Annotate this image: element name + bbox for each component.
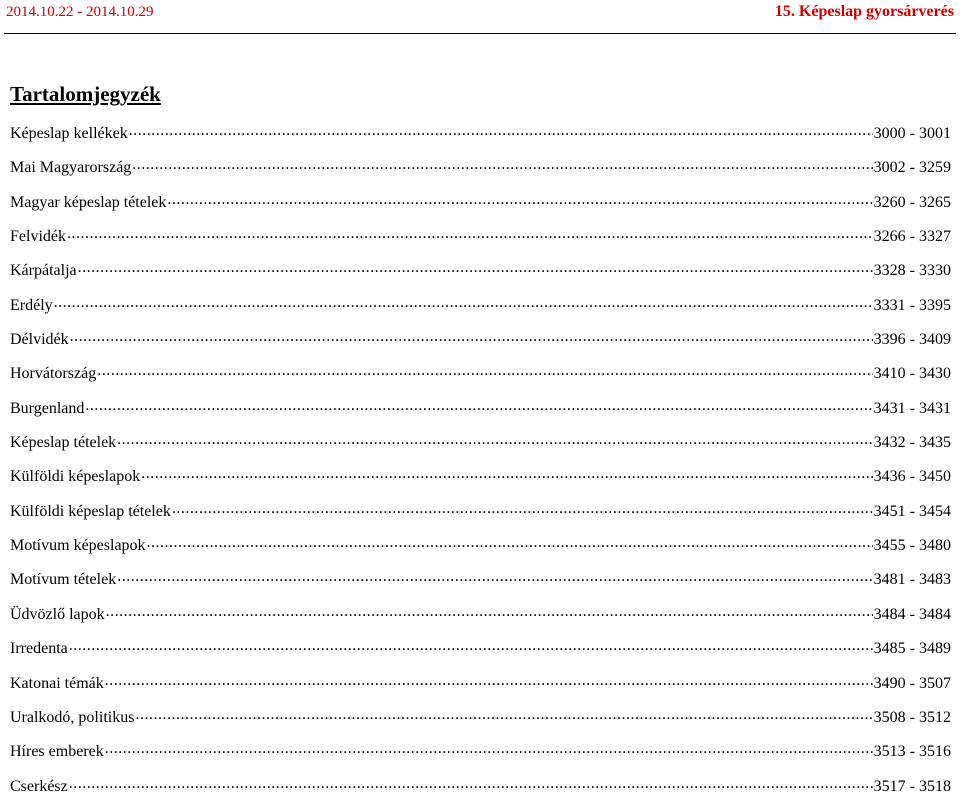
toc-entry-range[interactable]: 3490 - 3507 [873,674,951,692]
toc-entry-label[interactable]: Katonai témák [10,674,104,692]
toc-entry-label[interactable]: Horvátország [10,365,97,383]
toc-entry-label[interactable]: Motívum képeslapok [10,537,146,555]
toc-entry-range[interactable]: 3260 - 3265 [873,193,951,211]
dot-leader [105,668,873,688]
toc-entry[interactable] [10,427,951,461]
toc-entry[interactable] [10,255,951,289]
dot-leader [167,187,872,207]
dot-leader [106,599,873,619]
dot-leader [105,736,873,756]
toc-entry-range[interactable]: 3431 - 3431 [873,399,951,417]
auction-date-range: 2014.10.22 - 2014.10.29 [6,4,154,20]
toc-entry-range[interactable]: 3481 - 3483 [873,571,951,589]
toc-entry-range[interactable]: 3455 - 3480 [873,537,951,555]
toc-entry-label[interactable]: Mai Magyarország [10,159,132,177]
toc-entry[interactable] [10,633,951,667]
toc-entry-label[interactable]: Híres emberek [10,743,104,761]
dot-leader [70,324,873,344]
toc-entry[interactable] [10,530,951,564]
toc-entry-range[interactable]: 3432 - 3435 [873,434,951,452]
toc-entry-range[interactable]: 3485 - 3489 [873,640,951,658]
toc-entry[interactable] [10,393,951,427]
toc-entry-range[interactable]: 3328 - 3330 [873,262,951,280]
toc-entry-label[interactable]: Burgenland [10,399,85,417]
toc-entry[interactable] [10,221,951,255]
toc-entry[interactable] [10,358,951,392]
dot-leader [132,152,872,172]
dot-leader [147,530,873,550]
dot-leader [85,393,872,413]
toc-entry-range[interactable]: 3331 - 3395 [873,296,951,314]
toc-entry-range[interactable]: 3484 - 3484 [873,605,951,623]
toc-entry[interactable] [10,564,951,598]
toc-entry-range[interactable]: 3508 - 3512 [873,708,951,726]
dot-leader [172,496,873,516]
toc-entry-range[interactable]: 3396 - 3409 [873,331,951,349]
toc-entry[interactable] [10,118,951,152]
toc-entry-label[interactable]: Cserkész [10,777,68,795]
dot-leader [69,633,873,653]
toc-entry-label[interactable]: Kárpátalja [10,262,77,280]
dot-leader [117,427,873,447]
toc-entry-range[interactable]: 3451 - 3454 [873,502,951,520]
toc-entry[interactable] [10,599,951,633]
toc-entry[interactable] [10,496,951,530]
header-divider [4,33,956,34]
toc-entry[interactable] [10,461,951,495]
toc-entry[interactable] [10,152,951,186]
toc-entry-range[interactable]: 3410 - 3430 [873,365,951,383]
toc-entry-range[interactable]: 3002 - 3259 [873,159,951,177]
toc-entry[interactable] [10,771,951,805]
toc-entry-range[interactable]: 3266 - 3327 [873,228,951,246]
dot-leader [54,290,873,310]
toc-entry-range[interactable]: 3513 - 3516 [873,743,951,761]
dot-leader [141,461,872,481]
auction-title: 15. Képeslap gyorsárverés [774,3,954,20]
toc-entry[interactable] [10,324,951,358]
toc-entry-label[interactable]: Külföldi képeslap tételek [10,502,171,520]
dot-leader [78,255,873,275]
toc-heading: Tartalomjegyzék [10,82,161,106]
toc-entry-label[interactable]: Uralkodó, politikus [10,708,135,726]
toc-entry[interactable] [10,736,951,770]
toc-entry-range[interactable]: 3000 - 3001 [873,125,951,142]
page-header [0,0,960,36]
dot-leader [67,221,873,241]
toc-entry[interactable] [10,702,951,736]
toc-entry[interactable] [10,668,951,702]
dot-leader [135,702,872,722]
toc-entry-label[interactable]: Üdvözlő lapok [10,605,105,623]
toc-entry-label[interactable]: Erdély [10,296,53,314]
dot-leader [117,564,872,584]
toc-entry-range[interactable]: 3436 - 3450 [873,468,951,486]
toc-entry[interactable] [10,187,951,221]
toc-entry-label[interactable]: Motívum tételek [10,571,117,589]
dot-leader [129,118,873,138]
toc-entry-range[interactable]: 3517 - 3518 [873,777,951,795]
toc-entry-label[interactable]: Magyar képeslap tételek [10,193,167,211]
toc-entry-label[interactable]: Képeslap tételek [10,434,117,452]
toc-entry-label[interactable]: Irredenta [10,640,68,658]
toc-entry-label[interactable]: Felvidék [10,228,66,246]
toc-entry[interactable] [10,290,951,324]
toc-list [10,118,951,805]
toc-entry-label[interactable]: Képeslap kellékek [10,125,128,142]
toc-entry-label[interactable]: Külföldi képeslapok [10,468,141,486]
dot-leader [97,358,872,378]
toc-entry-label[interactable]: Délvidék [10,331,69,349]
